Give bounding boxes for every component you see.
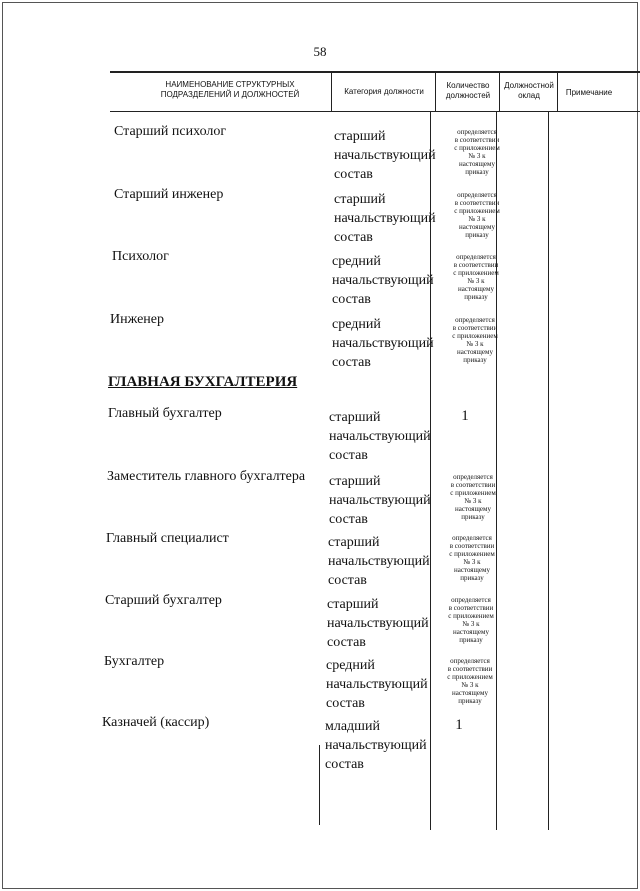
position-quantity: 1 <box>455 717 463 733</box>
header-category: Категория должности <box>344 87 424 96</box>
header-quantity: Количество должностей <box>445 81 491 100</box>
body-divider-1 <box>319 745 320 825</box>
position-name: Старший психолог <box>114 124 227 139</box>
position-name: Инженер <box>110 312 165 327</box>
position-quantity: определяется в соответствии с приложением № 3 к настоящему приказу <box>447 657 493 705</box>
position-quantity: определяется в соответствии с приложением № 3 к настоящему приказу <box>449 534 495 582</box>
header-bottom-rule <box>110 111 640 112</box>
section-title: ГЛАВНАЯ БУХГАЛТЕРИЯ <box>108 374 298 390</box>
position-quantity: определяется в соответствии с приложением № 3 к настоящему приказу <box>454 191 500 239</box>
position-category: старший начальствующий состав <box>328 535 430 588</box>
header-top-rule <box>110 71 640 73</box>
position-category: старший начальствующий состав <box>329 410 431 463</box>
page-number: 58 <box>313 44 327 59</box>
header-note: Примечание <box>565 88 613 97</box>
position-quantity: 1 <box>461 408 469 424</box>
position-category: средний начальствующий состав <box>332 254 434 307</box>
col-divider-3 <box>499 72 500 112</box>
position-name: Главный бухгалтер <box>108 406 222 421</box>
position-category: старший начальствующий состав <box>334 192 436 245</box>
page-frame <box>2 2 638 889</box>
position-quantity: определяется в соответствии с приложением № 3 к настоящему приказу <box>450 473 496 521</box>
position-quantity: определяется в соответствии с приложением № 3 к настоящему приказу <box>452 316 498 364</box>
position-category: старший начальствующий состав <box>327 597 429 650</box>
position-quantity: определяется в соответствии с приложением № 3 к настоящему приказу <box>454 128 500 176</box>
position-category: старший начальствующий состав <box>334 129 436 182</box>
position-category: средний начальствующий состав <box>326 658 428 711</box>
col-divider-4 <box>557 72 558 112</box>
position-name: Казначей (кассир) <box>102 715 210 730</box>
position-name: Бухгалтер <box>104 654 165 669</box>
position-name: Старший инженер <box>114 187 224 202</box>
header-name: НАИМЕНОВАНИЕ СТРУКТУРНЫХ ПОДРАЗДЕЛЕНИЙ И ДОЛЖНОСТЕЙ <box>160 80 300 99</box>
position-category: старший начальствующий состав <box>329 474 431 527</box>
position-name: Заместитель главного бухгалтера <box>107 469 306 484</box>
position-name: Старший бухгалтер <box>105 593 222 608</box>
position-name: Главный специалист <box>106 531 229 546</box>
header-salary: Должностной оклад <box>504 81 554 100</box>
position-quantity: определяется в соответствии с приложением № 3 к настоящему приказу <box>448 596 494 644</box>
position-category: средний начальствующий состав <box>332 317 434 370</box>
body-divider-4 <box>548 112 549 830</box>
position-category: младший начальствующий состав <box>325 719 427 772</box>
col-divider-1 <box>331 72 332 112</box>
position-quantity: определяется в соответствии с приложением № 3 к настоящему приказу <box>453 253 499 301</box>
position-name: Психолог <box>112 249 169 264</box>
col-divider-2 <box>435 72 436 112</box>
